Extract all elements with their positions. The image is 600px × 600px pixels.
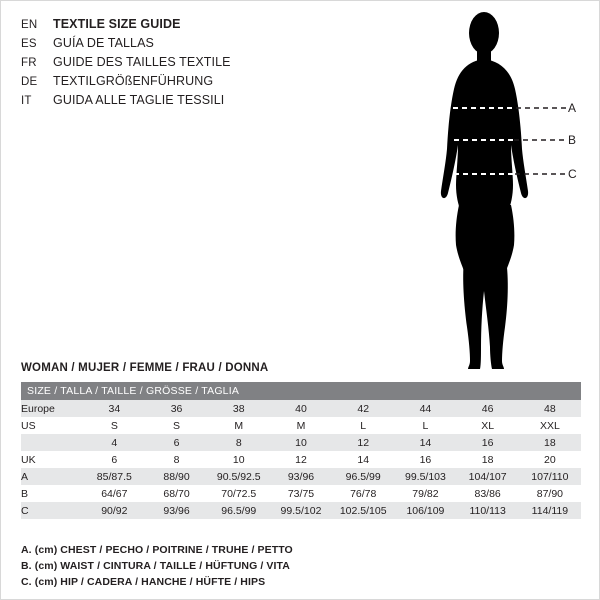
language-code: IT [21,95,32,107]
language-row [21,93,351,112]
language-title-block [21,17,351,112]
language-title: GUIDE DES TAILLES TEXTILE [53,55,231,69]
row-label [21,434,83,451]
measurement-notes [21,542,581,590]
table-row [21,417,581,434]
cell: 10 [270,434,332,451]
row-label: UK [21,451,83,468]
language-title: TEXTILE SIZE GUIDE [53,17,181,31]
cell: 10 [208,451,270,468]
cell: 88/90 [145,468,207,485]
cell: 107/110 [519,468,581,485]
language-row [21,36,351,55]
cell: 64/67 [83,485,145,502]
cell: 93/96 [270,468,332,485]
cell: 20 [519,451,581,468]
cell: 48 [519,400,581,417]
language-title: GUIDA ALLE TAGLIE TESSILI [53,93,225,107]
row-label: B [21,485,83,502]
cell: S [145,417,207,434]
language-row [21,74,351,93]
note-chest: A. (cm) CHEST / PECHO / POITRINE / TRUHE / PETTO [21,544,293,556]
cell: 79/82 [394,485,456,502]
cell: 106/109 [394,502,456,519]
measure-marker-a: A [568,101,577,115]
body-figure [396,9,596,374]
cell: S [83,417,145,434]
language-code: ES [21,38,37,50]
cell: 8 [208,434,270,451]
cell: 90/92 [83,502,145,519]
cell: 14 [332,451,394,468]
cell: 114/119 [519,502,581,519]
row-label: C [21,502,83,519]
table-row [21,468,581,485]
cell: 38 [208,400,270,417]
cell: 73/75 [270,485,332,502]
size-table [21,382,581,519]
cell: M [208,417,270,434]
cell: 6 [83,451,145,468]
cell: 110/113 [457,502,519,519]
cell: 18 [519,434,581,451]
cell: 14 [394,434,456,451]
table-row [21,502,581,519]
language-row [21,17,351,36]
section-title: WOMAN / MUJER / FEMME / FRAU / DONNA [21,362,269,374]
table-header-label: SIZE / TALLA / TAILLE / GRÖSSE / TAGLIA [21,382,581,400]
cell: 8 [145,451,207,468]
cell: 93/96 [145,502,207,519]
cell: 42 [332,400,394,417]
language-code: DE [21,76,38,88]
language-code: FR [21,57,37,69]
row-label: Europe [21,400,83,417]
measure-marker-c: C [568,167,577,181]
language-title: GUÍA DE TALLAS [53,36,154,50]
cell: L [394,417,456,434]
cell: 104/107 [457,468,519,485]
cell: 102.5/105 [332,502,394,519]
note-hip: C. (cm) HIP / CADERA / HANCHE / HÜFTE / HIPS [21,576,266,588]
cell: 34 [83,400,145,417]
row-label: US [21,417,83,434]
cell: XL [457,417,519,434]
cell: 85/87.5 [83,468,145,485]
table-row [21,451,581,468]
cell: 16 [457,434,519,451]
table-row [21,434,581,451]
cell: 44 [394,400,456,417]
cell: 12 [332,434,394,451]
table-header-row [21,382,581,400]
cell: 4 [83,434,145,451]
cell: 40 [270,400,332,417]
cell: 36 [145,400,207,417]
cell: 99.5/103 [394,468,456,485]
cell: 90.5/92.5 [208,468,270,485]
table-row [21,485,581,502]
cell: 6 [145,434,207,451]
language-row [21,55,351,74]
language-code: EN [21,19,38,31]
measure-marker-b: B [568,133,577,147]
cell: 46 [457,400,519,417]
cell: 68/70 [145,485,207,502]
cell: 12 [270,451,332,468]
cell: 99.5/102 [270,502,332,519]
cell: 96.5/99 [208,502,270,519]
size-table-wrap [21,382,581,519]
cell: L [332,417,394,434]
cell: 83/86 [457,485,519,502]
cell: 16 [394,451,456,468]
cell: M [270,417,332,434]
cell: 76/78 [332,485,394,502]
cell: 96.5/99 [332,468,394,485]
language-title: TEXTILGRÖßENFÜHRUNG [53,74,214,88]
table-row [21,400,581,417]
cell: 70/72.5 [208,485,270,502]
cell: 87/90 [519,485,581,502]
note-waist: B. (cm) WAIST / CINTURA / TAILLE / HÜFTUNG / VITA [21,560,290,572]
row-label: A [21,468,83,485]
female-silhouette-icon [396,9,596,374]
cell: XXL [519,417,581,434]
cell: 18 [457,451,519,468]
